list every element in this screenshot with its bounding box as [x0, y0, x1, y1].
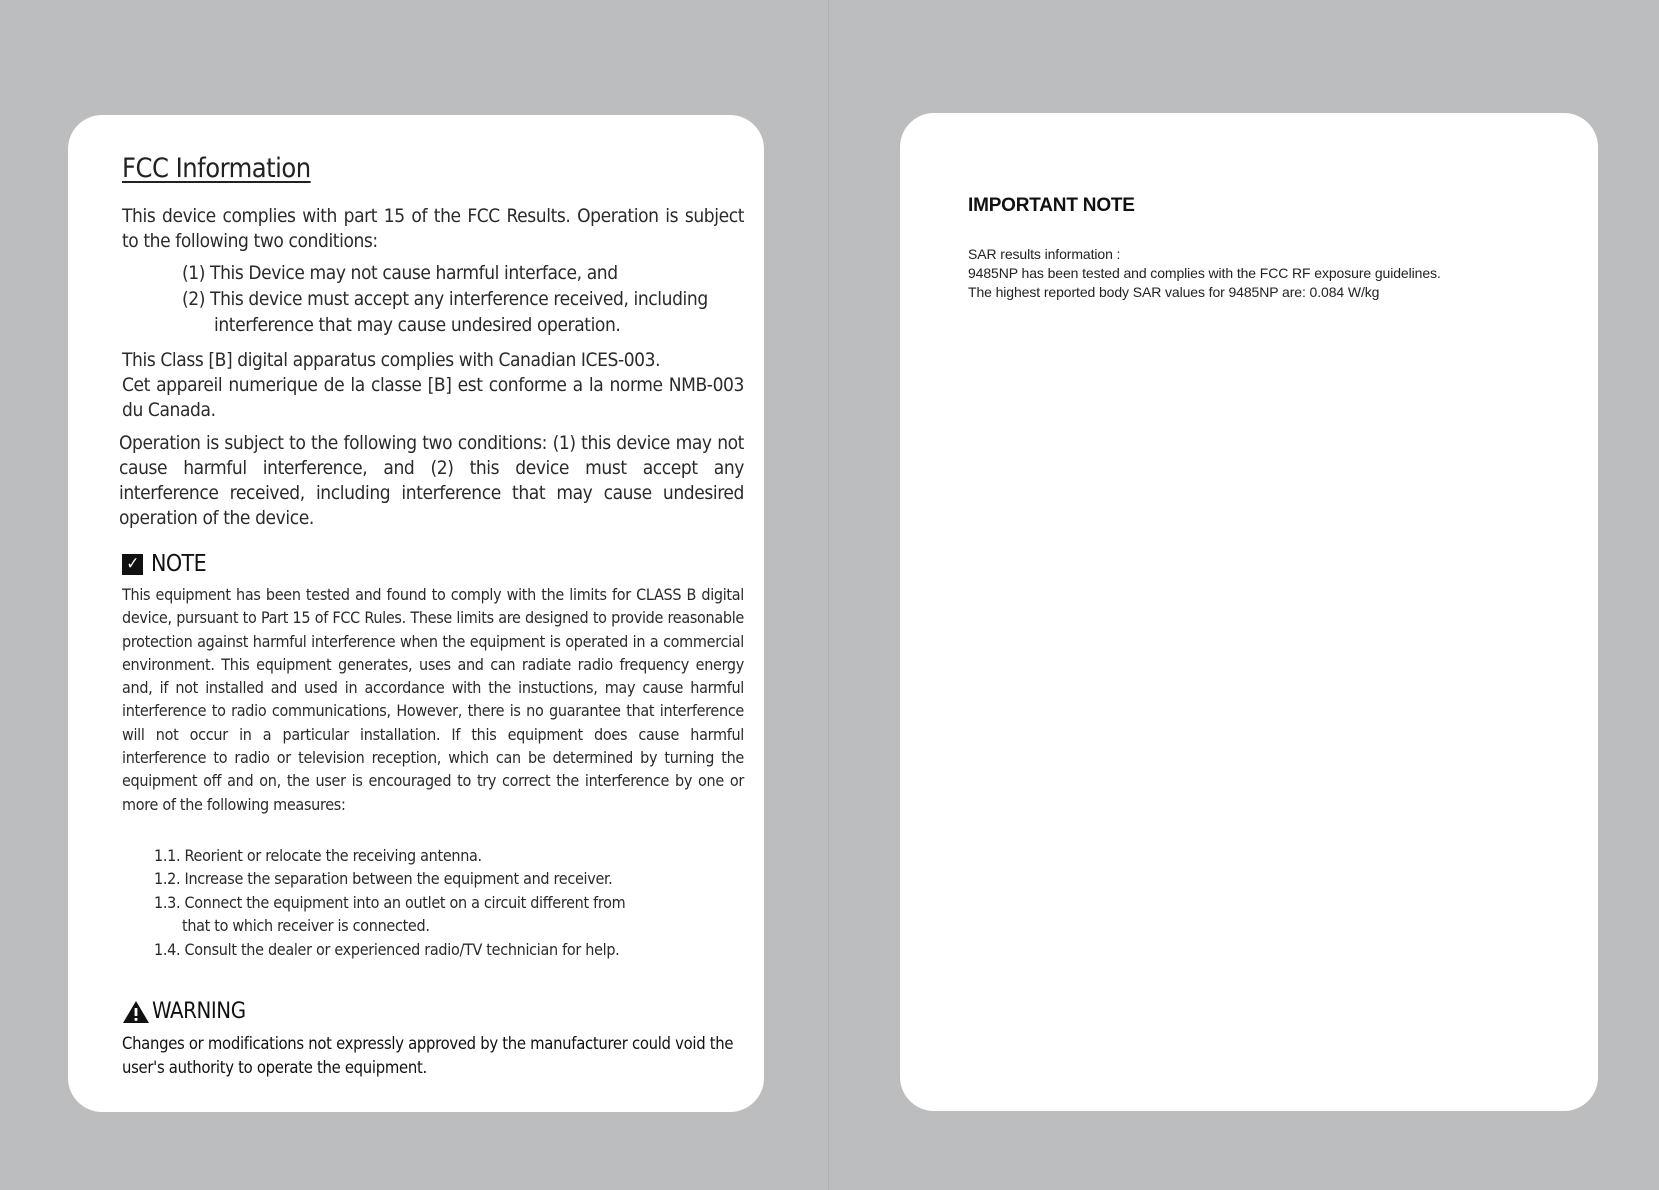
ices-line: This Class [B] digital apparatus complies with Canadian ICES-003. — [122, 349, 661, 371]
measure-4: 1.4. Consult the dealer or experienced radio/TV technician for help. — [154, 939, 620, 959]
sar-info — [968, 245, 1578, 302]
warning-body: Changes or modifications not expressly approved by the manufacturer could void the user's authority to operate the equipment. — [122, 1034, 734, 1077]
warning-label: WARNING — [152, 999, 246, 1025]
warning-heading — [122, 999, 744, 1024]
sar-line-1: SAR results information : — [968, 246, 1121, 262]
condition-2-cont: interference that may cause undesired operation. — [214, 314, 621, 336]
fcc-intro: This device complies with part 15 of the FCC Results. Operation is subject to the following two conditions: — [122, 205, 744, 252]
operation-text: Operation is subject to the following two conditions: (1) this device may not cause harmful interference, and (2) this device must accept any interference received, including interference that may cause undesired operation of the device. — [119, 432, 744, 529]
measure-1: 1.1. Reorient or relocate the receiving antenna. — [154, 845, 482, 865]
warning-triangle-icon — [122, 1000, 150, 1024]
measure-3-cont: that to which receiver is connected. — [182, 916, 430, 936]
note-body: This equipment has been tested and found to comply with the limits for CLASS B digital device, pursuant to Part 15 of FCC Rules. These limits are designed to provide reasonable protection against harmful interference when the equipment is operated in a commercial environment. This equipment generates, uses and can radiate radio frequency energy and, if not installed and used in accordance with the instuctions, may cause harmful interference to radio communications, However, there is no guarantee that interference will not occur in a particular installation. If this equipment does cause harmful interference to radio or television reception, which can be determined by turning the equipment off and on, the user is encouraged to try correct the interference by one or more of the following measures: — [122, 585, 744, 814]
measure-3: 1.3. Connect the equipment into an outlet on a circuit different from — [154, 892, 626, 912]
condition-2: (2) This device must accept any interference received, including — [182, 288, 708, 310]
sar-line-2: 9485NP has been tested and complies with the FCC RF exposure guidelines. — [968, 265, 1441, 281]
note-heading — [122, 551, 744, 577]
nmb-line: Cet appareil numerique de la classe [B] est conforme a la norme NMB-003 du Canada. — [122, 374, 744, 421]
right-page — [900, 113, 1598, 1111]
note-label: NOTE — [151, 551, 207, 577]
left-page — [68, 115, 764, 1112]
checkbox-icon: ✓ — [122, 554, 143, 575]
measure-2: 1.2. Increase the separation between the equipment and receiver. — [154, 869, 613, 889]
important-note-title: IMPORTANT NOTE — [968, 195, 1135, 216]
fcc-title: FCC Information — [122, 153, 311, 184]
conditions-list — [182, 260, 744, 338]
condition-1: (1) This Device may not cause harmful interface, and — [182, 262, 618, 284]
sar-line-3: The highest reported body SAR values for 9485NP are: 0.084 W/kg — [968, 284, 1380, 300]
measures-list — [154, 844, 744, 962]
page-divider — [828, 0, 829, 1190]
